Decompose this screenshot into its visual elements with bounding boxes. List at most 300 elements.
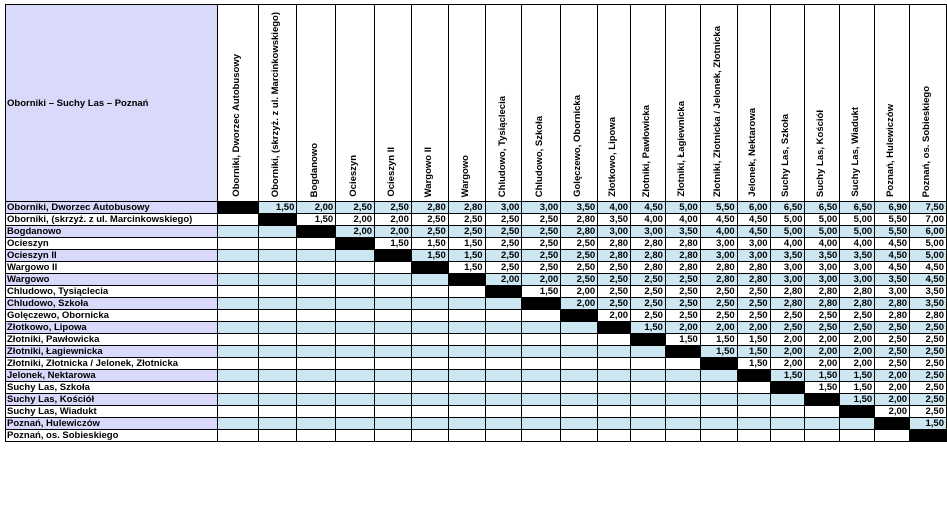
fare-cell: 1,50 (411, 250, 448, 262)
fare-cell: 4,50 (875, 262, 910, 274)
empty-cell (411, 418, 448, 430)
empty-cell (375, 286, 412, 298)
fare-cell: 2,50 (910, 322, 947, 334)
fare-cell: 1,50 (737, 358, 770, 370)
fare-cell: 2,50 (910, 394, 947, 406)
column-header-stop (840, 5, 875, 202)
column-header-label: Oborniki, Dworzec Autobusowy (230, 54, 242, 197)
empty-cell (485, 430, 522, 442)
empty-cell (561, 394, 598, 406)
diagonal-cell (411, 262, 448, 274)
empty-cell (336, 418, 375, 430)
fare-cell: 2,00 (561, 298, 598, 310)
fare-cell: 2,80 (737, 262, 770, 274)
fare-cell: 2,80 (875, 310, 910, 322)
table-row (6, 238, 947, 250)
column-header-label: Oborniki, (skrzyż. z ul. Marcinkowskiego) (270, 11, 282, 197)
fare-cell: 5,50 (875, 226, 910, 238)
fare-cell: 2,50 (665, 298, 700, 310)
fare-cell: 6,90 (875, 202, 910, 214)
fare-cell: 2,50 (411, 214, 448, 226)
fare-cell: 1,50 (665, 334, 700, 346)
empty-cell (411, 370, 448, 382)
empty-cell (375, 430, 412, 442)
row-header-stop: Oborniki, (skrzyż. z ul. Marcinkowskiego) (6, 214, 218, 226)
diagonal-cell (375, 250, 412, 262)
fare-cell: 1,50 (737, 346, 770, 358)
fare-cell: 5,00 (840, 226, 875, 238)
fare-cell: 2,80 (770, 286, 805, 298)
fare-cell: 4,50 (910, 262, 947, 274)
fare-cell: 2,00 (485, 274, 522, 286)
empty-cell (375, 310, 412, 322)
empty-cell (258, 382, 297, 394)
fare-cell: 2,80 (805, 286, 840, 298)
empty-cell (700, 406, 737, 418)
fare-cell: 3,00 (522, 202, 561, 214)
fare-cell: 2,00 (737, 322, 770, 334)
empty-cell (297, 406, 336, 418)
empty-cell (258, 406, 297, 418)
column-header-row (6, 5, 947, 202)
empty-cell (561, 346, 598, 358)
fare-cell: 1,50 (297, 214, 336, 226)
fare-cell: 2,50 (485, 238, 522, 250)
fare-cell: 3,00 (805, 262, 840, 274)
fare-cell: 6,50 (840, 202, 875, 214)
fare-cell: 2,50 (631, 298, 666, 310)
empty-cell (336, 370, 375, 382)
empty-cell (561, 430, 598, 442)
empty-cell (522, 406, 561, 418)
column-header-label: Chludowo, Szkoła (534, 115, 546, 197)
empty-cell (258, 238, 297, 250)
empty-cell (485, 334, 522, 346)
empty-cell (258, 334, 297, 346)
empty-cell (522, 370, 561, 382)
empty-cell (297, 238, 336, 250)
fare-cell: 2,00 (840, 346, 875, 358)
column-header-label: Złotkowo, Lipowa (607, 117, 619, 197)
empty-cell (258, 286, 297, 298)
empty-cell (805, 418, 840, 430)
fare-cell: 2,80 (411, 202, 448, 214)
empty-cell (448, 430, 485, 442)
column-header-stop (297, 5, 336, 202)
row-header-stop: Chludowo, Szkoła (6, 298, 218, 310)
fare-cell: 2,50 (910, 334, 947, 346)
empty-cell (700, 394, 737, 406)
empty-cell (297, 334, 336, 346)
row-header-stop: Poznań, Hulewiczów (6, 418, 218, 430)
empty-cell (770, 406, 805, 418)
fare-cell: 2,80 (665, 262, 700, 274)
table-row (6, 202, 947, 214)
fare-cell: 5,00 (805, 226, 840, 238)
fare-cell: 3,50 (598, 214, 631, 226)
fare-cell: 3,50 (665, 226, 700, 238)
empty-cell (805, 430, 840, 442)
empty-cell (665, 382, 700, 394)
column-header-label: Suchy Las, Szkoła (780, 114, 792, 197)
fare-cell: 2,50 (448, 214, 485, 226)
empty-cell (217, 214, 258, 226)
fare-cell: 2,50 (875, 322, 910, 334)
empty-cell (375, 406, 412, 418)
column-header-stop (770, 5, 805, 202)
fare-cell: 2,50 (561, 250, 598, 262)
fare-cell: 3,50 (910, 286, 947, 298)
fare-cell: 5,50 (875, 214, 910, 226)
empty-cell (297, 274, 336, 286)
empty-cell (485, 322, 522, 334)
fare-cell: 5,00 (910, 250, 947, 262)
empty-cell (665, 394, 700, 406)
fare-cell: 2,80 (665, 250, 700, 262)
fare-cell: 2,00 (805, 334, 840, 346)
empty-cell (297, 418, 336, 430)
fare-cell: 2,00 (805, 346, 840, 358)
empty-cell (485, 298, 522, 310)
empty-cell (411, 274, 448, 286)
diagonal-cell (770, 382, 805, 394)
fare-cell: 1,50 (375, 238, 412, 250)
fare-cell: 1,50 (258, 202, 297, 214)
fare-cell: 3,00 (770, 262, 805, 274)
table-row (6, 310, 947, 322)
fare-cell: 4,00 (631, 214, 666, 226)
fare-cell: 2,00 (700, 322, 737, 334)
column-header-stop (598, 5, 631, 202)
empty-cell (700, 430, 737, 442)
fare-cell: 4,50 (875, 238, 910, 250)
empty-cell (336, 322, 375, 334)
fare-cell: 2,50 (805, 322, 840, 334)
fare-cell: 2,50 (375, 202, 412, 214)
empty-cell (411, 394, 448, 406)
fare-cell: 2,50 (411, 226, 448, 238)
fare-cell: 2,50 (631, 310, 666, 322)
diagonal-cell (840, 406, 875, 418)
column-header-stop (875, 5, 910, 202)
column-header-stop (665, 5, 700, 202)
empty-cell (631, 382, 666, 394)
fare-cell: 7,00 (910, 214, 947, 226)
row-header-stop: Jelonek, Nektarowa (6, 370, 218, 382)
empty-cell (217, 346, 258, 358)
empty-cell (375, 382, 412, 394)
fare-cell: 1,50 (411, 238, 448, 250)
fare-cell: 5,00 (805, 214, 840, 226)
empty-cell (631, 406, 666, 418)
empty-cell (217, 334, 258, 346)
empty-cell (665, 406, 700, 418)
fare-cell: 2,50 (522, 226, 561, 238)
empty-cell (217, 274, 258, 286)
table-row (6, 370, 947, 382)
table-row (6, 250, 947, 262)
fare-cell: 2,00 (770, 334, 805, 346)
empty-cell (297, 298, 336, 310)
column-header-stop (737, 5, 770, 202)
empty-cell (336, 406, 375, 418)
row-header-stop: Złotkowo, Lipowa (6, 322, 218, 334)
empty-cell (217, 250, 258, 262)
empty-cell (217, 406, 258, 418)
empty-cell (258, 346, 297, 358)
fare-cell: 2,00 (875, 382, 910, 394)
fare-cell: 6,00 (910, 226, 947, 238)
fare-cell: 2,50 (485, 262, 522, 274)
empty-cell (217, 382, 258, 394)
fare-cell: 1,50 (448, 238, 485, 250)
empty-cell (411, 286, 448, 298)
empty-cell (631, 358, 666, 370)
empty-cell (217, 418, 258, 430)
column-header-stop (485, 5, 522, 202)
empty-cell (297, 346, 336, 358)
empty-cell (522, 394, 561, 406)
empty-cell (665, 418, 700, 430)
fare-cell: 2,50 (561, 274, 598, 286)
table-row (6, 406, 947, 418)
row-header-stop: Oborniki, Dworzec Autobusowy (6, 202, 218, 214)
empty-cell (700, 382, 737, 394)
column-header-stop (631, 5, 666, 202)
diagonal-cell (336, 238, 375, 250)
fare-cell: 3,50 (561, 202, 598, 214)
table-row (6, 430, 947, 442)
column-header-label: Złotniki, Złotnicka / Jelonek, Złotnicka (711, 25, 723, 197)
empty-cell (770, 430, 805, 442)
fare-cell: 2,50 (598, 298, 631, 310)
empty-cell (258, 370, 297, 382)
fare-cell: 7,50 (910, 202, 947, 214)
diagonal-cell (700, 358, 737, 370)
fare-cell: 2,50 (737, 310, 770, 322)
table-row (6, 334, 947, 346)
empty-cell (217, 238, 258, 250)
empty-cell (411, 334, 448, 346)
diagonal-cell (598, 322, 631, 334)
column-header-label: Poznań, Hulewiczów (885, 104, 897, 197)
row-header-stop: Poznań, os. Sobieskiego (6, 430, 218, 442)
fare-cell: 2,80 (737, 274, 770, 286)
fare-cell: 4,50 (737, 214, 770, 226)
empty-cell (411, 406, 448, 418)
empty-cell (737, 406, 770, 418)
table-row (6, 358, 947, 370)
fare-cell: 2,80 (665, 238, 700, 250)
row-header-stop: Ocieszyn II (6, 250, 218, 262)
table-row (6, 226, 947, 238)
fare-cell: 2,00 (375, 214, 412, 226)
fare-cell: 2,50 (910, 370, 947, 382)
fare-cell: 1,50 (737, 334, 770, 346)
empty-cell (297, 370, 336, 382)
empty-cell (522, 430, 561, 442)
fare-cell: 2,50 (522, 214, 561, 226)
column-header-stop (805, 5, 840, 202)
column-header-stop (217, 5, 258, 202)
empty-cell (805, 406, 840, 418)
empty-cell (297, 430, 336, 442)
empty-cell (522, 322, 561, 334)
fare-cell: 2,50 (598, 274, 631, 286)
empty-cell (297, 382, 336, 394)
empty-cell (336, 334, 375, 346)
table-row (6, 382, 947, 394)
diagonal-cell (665, 346, 700, 358)
empty-cell (258, 322, 297, 334)
fare-cell: 2,00 (875, 370, 910, 382)
empty-cell (258, 430, 297, 442)
fare-cell: 2,80 (910, 310, 947, 322)
column-header-label: Suchy Las, Kościół (815, 109, 827, 197)
empty-cell (336, 346, 375, 358)
empty-cell (598, 334, 631, 346)
fare-cell: 2,00 (665, 322, 700, 334)
fare-cell: 2,00 (770, 346, 805, 358)
empty-cell (631, 394, 666, 406)
empty-cell (840, 430, 875, 442)
empty-cell (375, 370, 412, 382)
empty-cell (522, 418, 561, 430)
fare-cell: 1,50 (770, 370, 805, 382)
fare-cell: 3,00 (700, 250, 737, 262)
empty-cell (448, 418, 485, 430)
fare-cell: 3,50 (910, 298, 947, 310)
fare-cell: 2,00 (770, 358, 805, 370)
fare-cell: 2,80 (875, 298, 910, 310)
column-header-stop (522, 5, 561, 202)
fare-cell: 2,50 (700, 286, 737, 298)
empty-cell (485, 394, 522, 406)
empty-cell (631, 346, 666, 358)
diagonal-cell (737, 370, 770, 382)
fare-cell: 1,50 (840, 370, 875, 382)
fare-cell: 2,80 (631, 262, 666, 274)
fare-cell: 4,00 (840, 238, 875, 250)
empty-cell (448, 322, 485, 334)
empty-cell (217, 358, 258, 370)
fare-cell: 3,00 (485, 202, 522, 214)
fare-cell: 3,00 (805, 274, 840, 286)
column-header-stop (411, 5, 448, 202)
empty-cell (258, 394, 297, 406)
column-header-label: Złotniki, Pawłowicka (640, 104, 652, 197)
fare-cell: 6,00 (737, 202, 770, 214)
fare-cell: 4,00 (700, 226, 737, 238)
fare-cell: 2,50 (840, 322, 875, 334)
fare-cell: 2,50 (485, 226, 522, 238)
empty-cell (448, 358, 485, 370)
fare-cell: 3,00 (598, 226, 631, 238)
fare-cell: 2,80 (598, 238, 631, 250)
fare-matrix-table (5, 4, 947, 442)
empty-cell (522, 346, 561, 358)
row-header-stop: Bogdanowo (6, 226, 218, 238)
fare-cell: 4,00 (665, 214, 700, 226)
diagonal-cell (448, 274, 485, 286)
empty-cell (297, 262, 336, 274)
fare-cell: 5,00 (840, 214, 875, 226)
empty-cell (561, 334, 598, 346)
column-header-label: Poznań, os. Sobieskiego (921, 85, 933, 197)
fare-cell: 2,50 (737, 286, 770, 298)
empty-cell (297, 394, 336, 406)
fare-cell: 2,50 (522, 250, 561, 262)
row-header-stop: Złotniki, Łagiewnicka (6, 346, 218, 358)
diagonal-cell (631, 334, 666, 346)
fare-cell: 2,80 (700, 262, 737, 274)
empty-cell (561, 382, 598, 394)
empty-cell (217, 322, 258, 334)
fare-cell: 2,50 (631, 274, 666, 286)
table-row (6, 274, 947, 286)
fare-cell: 6,50 (805, 202, 840, 214)
empty-cell (411, 298, 448, 310)
fare-cell: 1,50 (910, 418, 947, 430)
empty-cell (665, 358, 700, 370)
empty-cell (737, 394, 770, 406)
fare-cell: 2,50 (485, 250, 522, 262)
empty-cell (217, 430, 258, 442)
table-row (6, 418, 947, 430)
empty-cell (297, 286, 336, 298)
fare-cell: 2,00 (297, 202, 336, 214)
empty-cell (411, 430, 448, 442)
fare-cell: 2,50 (910, 382, 947, 394)
fare-cell: 2,50 (665, 286, 700, 298)
diagonal-cell (875, 418, 910, 430)
empty-cell (336, 310, 375, 322)
row-header-stop: Wargowo (6, 274, 218, 286)
table-row (6, 346, 947, 358)
fare-cell: 2,00 (875, 406, 910, 418)
fare-cell: 2,00 (875, 394, 910, 406)
empty-cell (217, 286, 258, 298)
fare-cell: 4,50 (700, 214, 737, 226)
empty-cell (875, 430, 910, 442)
empty-cell (375, 418, 412, 430)
fare-cell: 4,00 (598, 202, 631, 214)
fare-cell: 3,50 (875, 274, 910, 286)
fare-cell: 1,50 (448, 262, 485, 274)
empty-cell (598, 394, 631, 406)
empty-cell (522, 334, 561, 346)
empty-cell (700, 418, 737, 430)
row-header-stop: Golęczewo, Obornicka (6, 310, 218, 322)
fare-cell: 2,00 (336, 214, 375, 226)
fare-cell: 2,50 (875, 346, 910, 358)
fare-cell: 3,00 (875, 286, 910, 298)
table-row (6, 262, 947, 274)
fare-cell: 2,50 (875, 358, 910, 370)
empty-cell (336, 286, 375, 298)
fare-cell: 1,50 (805, 370, 840, 382)
row-header-stop: Suchy Las, Szkoła (6, 382, 218, 394)
empty-cell (411, 322, 448, 334)
empty-cell (522, 382, 561, 394)
fare-cell: 2,50 (700, 298, 737, 310)
diagonal-cell (297, 226, 336, 238)
row-header-stop: Złotniki, Pawłowicka (6, 334, 218, 346)
empty-cell (375, 334, 412, 346)
fare-cell: 5,00 (910, 238, 947, 250)
empty-cell (561, 358, 598, 370)
row-header-stop: Suchy Las, Wiadukt (6, 406, 218, 418)
